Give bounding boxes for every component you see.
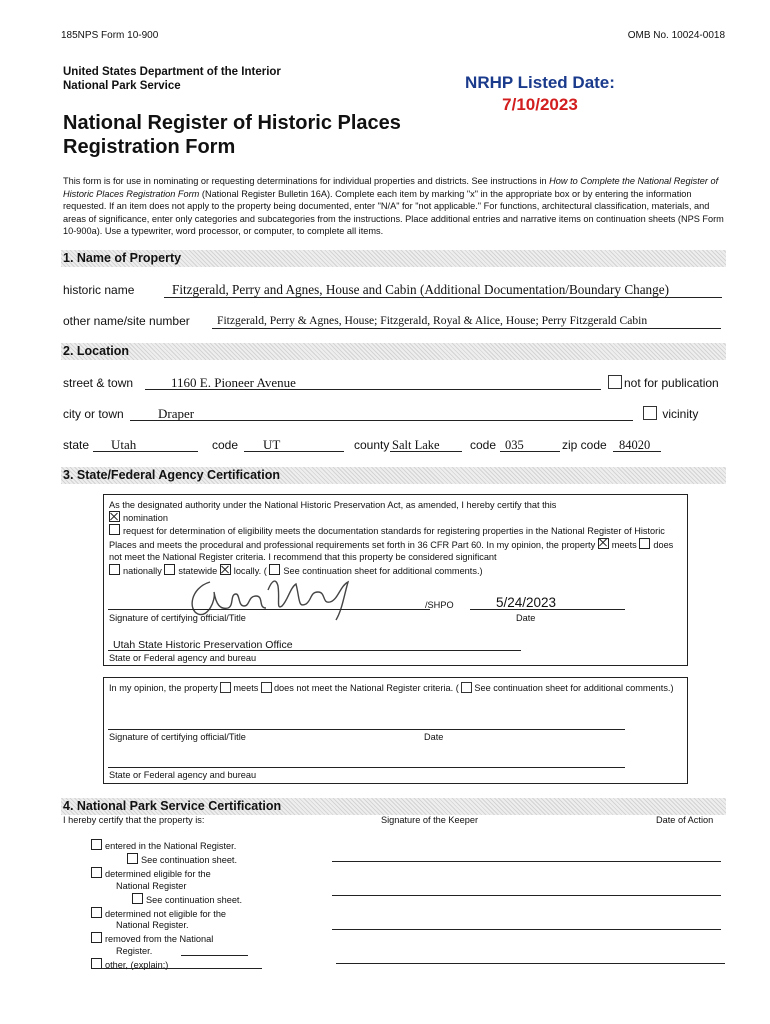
department — [63, 65, 281, 93]
not-for-publication-checkbox[interactable] — [608, 375, 622, 389]
nomination-checkbox[interactable] — [109, 511, 120, 522]
entered-see-checkbox[interactable] — [127, 853, 138, 864]
opinion-signature-line — [108, 729, 625, 730]
removed-checkbox[interactable] — [91, 932, 102, 943]
street-label: street & town — [63, 376, 134, 390]
form-number: 185NPS Form 10-900 — [61, 30, 159, 41]
other-name-value[interactable]: Fitzgerald, Perry & Agnes, House; Fitzgerald, Royal & Alice, House; Perry Fitzgerald Cabin — [217, 314, 648, 327]
date-label: Date — [516, 613, 536, 623]
state-label: state — [63, 438, 90, 452]
county-code-label: code — [470, 438, 497, 452]
other-name-label: other name/site number — [63, 314, 190, 328]
county-code-value[interactable]: 035 — [505, 438, 524, 452]
agency-value[interactable]: Utah State Historic Preservation Office — [113, 639, 293, 651]
request-checkbox[interactable] — [109, 524, 120, 535]
nps-options: entered in the National Register. See continuation sheet. determined eligible for the National Register See continuation sheet. determined not eligible for the National Register. removed from the National Register. other, (explain:) — [91, 839, 242, 972]
section-3-heading: 3. State/Federal Agency Certification — [61, 467, 726, 484]
street-line — [145, 389, 601, 390]
city-label: city or town — [63, 407, 124, 421]
county-value[interactable]: Salt Lake — [392, 438, 440, 452]
statewide-checkbox[interactable] — [164, 564, 175, 575]
entered-checkbox[interactable] — [91, 839, 102, 850]
opinion-agency-line — [108, 767, 625, 768]
opinion-text: In my opinion, the property meets does not meet the National Register criteria. ( See continuation sheet for additional comments.) — [109, 683, 674, 693]
other-explain-line-2 — [91, 968, 262, 969]
state-value[interactable]: Utah — [111, 437, 137, 452]
listed-date: 7/10/2023 — [502, 95, 578, 114]
vicinity[interactable]: vicinity — [643, 406, 698, 421]
keeper-line-4 — [336, 963, 725, 964]
not-eligible-checkbox[interactable] — [91, 907, 102, 918]
keeper-line-2 — [332, 895, 721, 896]
county-label: county — [354, 438, 390, 452]
keeper-line-3 — [332, 929, 721, 930]
city-line — [130, 420, 633, 421]
listed-label: NRHP Listed Date: — [465, 73, 615, 92]
state-line — [93, 451, 198, 452]
state-code-line — [244, 451, 344, 452]
opinion-agency-label: State or Federal agency and bureau — [109, 770, 257, 780]
nationally-checkbox[interactable] — [109, 564, 120, 575]
historic-name-label: historic name — [63, 283, 135, 297]
opinion-see-checkbox[interactable] — [461, 682, 472, 693]
zip-value[interactable]: 84020 — [619, 438, 651, 452]
instructions: This form is for use in nominating or requesting determinations for individual properties and districts. See instructions in How to Complete the National Register of Historic Places Registration Form (National Register Bulletin 16A). Complete each item by marking "x" in the appropriate box or by entering the information requested. If an item does not apply to the property being documented, enter "N/A" for "not applicable." For functions, architectural classification, materials, and areas of significance, enter only categories and subcategories from the instructions. Place additional entries and narrative items on continuation sheets (NPS Form 10-900a). Use a typewriter, word processor, or computer, to complete all items. — [63, 176, 724, 237]
opinion-signature-label: Signature of certifying official/Title — [109, 732, 246, 742]
date-of-action-label: Date of Action — [656, 815, 714, 825]
opinion-not-meet-checkbox[interactable] — [261, 682, 272, 693]
eligible-checkbox[interactable] — [91, 867, 102, 878]
other-explain-line-1 — [181, 955, 248, 956]
date-line — [470, 609, 625, 610]
zip-line — [613, 451, 661, 452]
county-line — [390, 451, 462, 452]
listed-stamp — [460, 72, 620, 116]
dept-line-2: National Park Service — [63, 80, 181, 92]
keeper-label: Signature of the Keeper — [381, 815, 479, 825]
certification-date[interactable]: 5/24/2023 — [496, 595, 557, 610]
title-line-1: National Register of Historic Places — [63, 112, 401, 134]
historic-name-line — [164, 297, 722, 298]
omb-number: OMB No. 10024-0018 — [627, 30, 725, 41]
dept-line-1: United States Department of the Interior — [63, 66, 281, 78]
opinion-date-label: Date — [424, 732, 444, 742]
state-code-value[interactable]: UT — [263, 437, 281, 452]
signature-line — [108, 609, 430, 610]
section-4-heading: 4. National Park Service Certification — [61, 798, 726, 815]
street-value[interactable]: 1160 E. Pioneer Avenue — [171, 375, 296, 390]
not-for-publication[interactable]: not for publication — [608, 375, 719, 390]
other-name-line — [212, 328, 721, 329]
shpo-label: /SHPO — [425, 600, 454, 610]
form-title — [63, 111, 401, 159]
vicinity-checkbox[interactable] — [643, 406, 657, 420]
keeper-line-1 — [332, 861, 721, 862]
state-code-label: code — [212, 438, 239, 452]
city-value[interactable]: Draper — [158, 406, 195, 421]
signature-label: Signature of certifying official/Title — [109, 613, 246, 623]
agency-label: State or Federal agency and bureau — [109, 653, 257, 663]
agency-line — [108, 650, 521, 651]
section-1-heading: 1. Name of Property — [61, 250, 726, 267]
section-2-heading: 2. Location — [61, 343, 726, 360]
zip-label: zip code — [562, 438, 607, 452]
does-not-meet-checkbox[interactable] — [639, 538, 650, 549]
county-code-line — [500, 451, 560, 452]
historic-name-value[interactable]: Fitzgerald, Perry and Agnes, House and Cabin (Additional Documentation/Boundary Change) — [172, 282, 669, 297]
opinion-meets-checkbox[interactable] — [220, 682, 231, 693]
meets-checkbox[interactable] — [598, 538, 609, 549]
eligible-see-checkbox[interactable] — [132, 893, 143, 904]
certification-text: As the designated authority under the National Historic Preservation Act, as amended, I hereby certify that this nomination request for determination of eligibility meets the documentation standards for registering properties in the National Register of Historic Places and meets the procedural and professional requirements set forth in 36 CFR Part 60. In my opinion, the property meets does not meet the National Register criteria. I recommend that this property be considered significant nationally statewide locally. ( See continuation sheet for additional comments.) — [109, 500, 674, 577]
certify-text: I hereby certify that the property is: — [63, 815, 205, 825]
title-line-2: Registration Form — [63, 136, 236, 158]
